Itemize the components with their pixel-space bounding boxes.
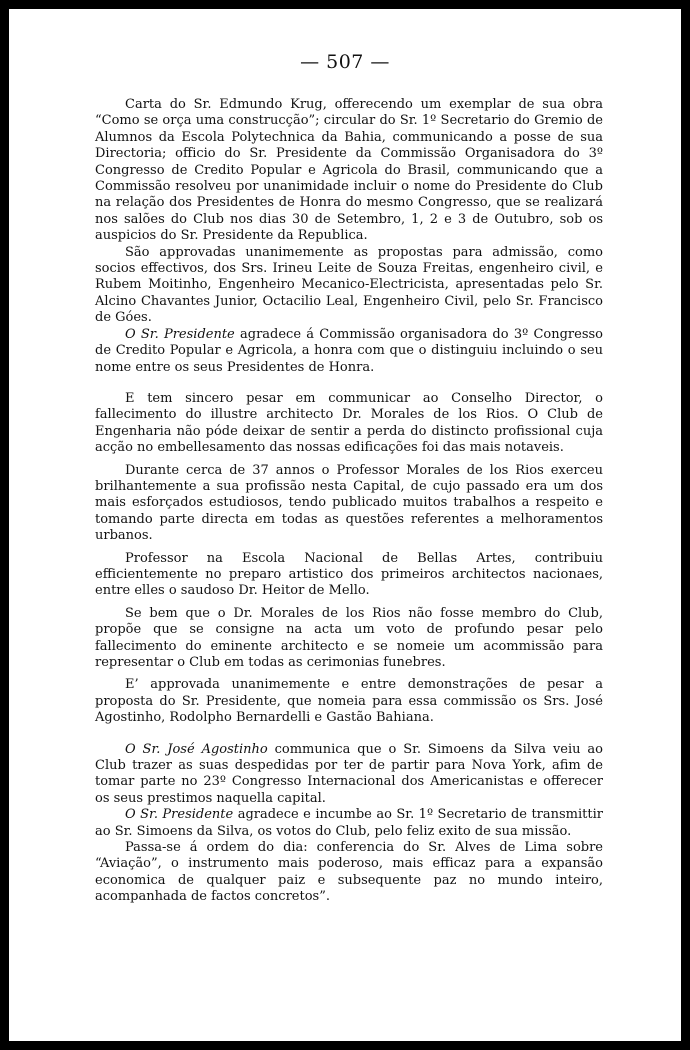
- paragraph-president-thanks: O Sr. Presidente agradece á Commissão organisadora do 3º Congresso de Credito Popular e Agricola, a honra com que o distinguiu incluindo o seu nome entre os seus Presidentes de Honra.: [95, 326, 603, 375]
- speaker-lead: O Sr. Presidente: [125, 326, 235, 342]
- paragraph-agostinho: O Sr. José Agostinho communica que o Sr. Simoens da Silva veiu ao Club trazer as suas despedidas por ter de partir para Nova York, afim de tomar parte no 23º Congresso Internacional dos Americanistas e offerecer os seus prestimos naquella capital.: [95, 741, 603, 806]
- paragraph-professor: Professor na Escola Nacional de Bellas Artes, contribuiu efficientemente no preparo artistico dos primeiros architectos nacionaes, entre elles o saudoso Dr. Heitor de Mello.: [95, 550, 603, 599]
- paragraph-correspondence: Carta do Sr. Edmundo Krug, offerecendo um exemplar de sua obra “Como se orça uma construcção”; circular do Sr. 1º Secretario do Gremio de Alumnos da Escola Polytechnica da Bahia, communicando a posse de sua Directoria; officio do Sr. Presidente da Commissão Organisadora do 3º Congresso de Credito Popular e Agricola do Brasil, communicando que a Commissão resolveu por unanimidade incluir o nome do Presidente do Club na relação dos Presidentes de Honra do mesmo Congresso, que se realizará nos salões do Club nos dias 30 de Setembro, 1, 2 e 3 de Outubro, sob os auspicios do Sr. Presidente da Republica.: [95, 97, 603, 244]
- paragraph-president-secretary: O Sr. Presidente agradece e incumbe ao Sr. 1º Secretario de transmittir ao Sr. Simoens da Silva, os votos do Club, pelo feliz exito de sua missão.: [95, 807, 603, 839]
- paragraph-proposal: Se bem que o Dr. Morales de los Rios não fosse membro do Club, propõe que se consigne na acta um voto de profundo pesar pelo fallecimento do eminente architecto e se nomeie um acommissão para representar o Club em todas as cerimonias funebres.: [95, 605, 603, 670]
- body-text: [95, 97, 603, 906]
- paragraph-career: Durante cerca de 37 annos o Professor Morales de los Rios exerceu brilhantemente a sua profissão nesta Capital, de cujo passado era um dos mais esforçados estudiosos, tendo publicado muitos trabalhos a respeito e tomando parte directa em todas as questões referentes a melhoramentos urbanos.: [95, 462, 603, 544]
- page-number: — 507 —: [300, 51, 390, 73]
- document-page: [9, 9, 681, 1041]
- speaker-lead: O Sr. José Agostinho: [125, 741, 268, 757]
- paragraph-agenda: Passa-se á ordem do dia: conferencia do Sr. Alves de Lima sobre “Aviação”, o instrumento mais poderoso, mais efficaz para a expansão economica de qualquer paiz e subsequente paz no mundo inteiro, acompanhada de factos concretos”.: [95, 840, 603, 905]
- paragraph-commission: E’ approvada unanimemente e entre demonstrações de pesar a proposta do Sr. Presidente, que nomeia para essa commissão os Srs. José Agostinho, Rodolpho Bernardelli e Gastão Bahiana.: [95, 677, 603, 726]
- paragraph-obituary: E tem sincero pesar em communicar ao Conselho Director, o fallecimento do illustre architecto Dr. Morales de los Rios. O Club de Engenharia não póde deixar de sentir a perda do distincto profissional cuja acção no embellesamento das nossas edificações foi das mais notaveis.: [95, 390, 603, 456]
- speaker-lead: O Sr. Presidente: [125, 807, 234, 823]
- paragraph-admissions: São approvadas unanimemente as propostas para admissão, como socios effectivos, dos Srs. Irineu Leite de Souza Freitas, engenheiro civil, e Rubem Moitinho, Engenheiro Mecanico-Electricista, apresentadas pelo Sr. Alcino Chavantes Junior, Octacilio Leal, Engenheiro Civil, pelo Sr. Francisco de Góes.: [95, 244, 603, 326]
